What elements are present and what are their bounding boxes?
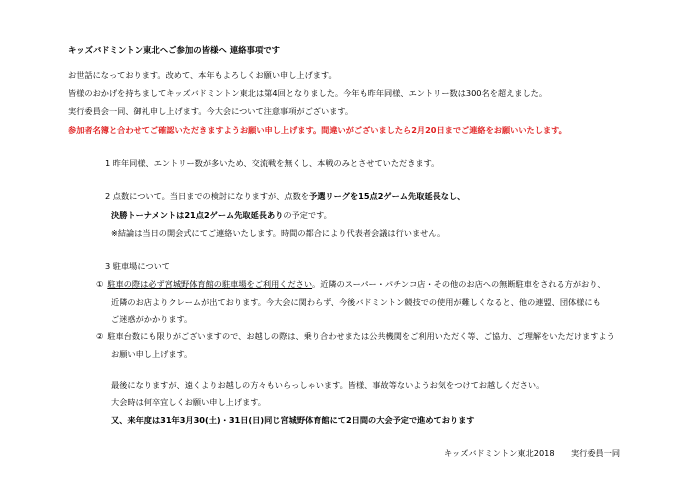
parking-rule-2-text: 駐車台数にも限りがございますので、お越しの際は、乗り合わせまたは公共機関をご利用いただく等、ご協力、ご理解をいただけますよう bbox=[107, 331, 615, 341]
next-year-notice: 又、来年度は31年3月30(土)・31日(日)同じ宮城野体育館にて2日間の大会予定で進めております bbox=[111, 415, 475, 425]
signature: キッズバドミントン東北2018 実行委員一同 bbox=[444, 448, 621, 458]
item-2-text: 2 点数について。当日までの検討になりますが、点数を bbox=[105, 191, 309, 201]
closing-line-1: 最後になりますが、遠くよりお越しの方々もいらっしゃいます。皆様、事故等ないようお気をつけてお越しください。 bbox=[111, 380, 545, 390]
parking-rule-1-line-3: ご迷惑がかかります。 bbox=[111, 314, 193, 324]
parking-rule-1 bbox=[96, 278, 606, 290]
intro-line-1: お世話になっております。改めて、本年もよろしくお願い申し上げます。 bbox=[68, 70, 337, 80]
document-title: キッズバドミントン東北へご参加の皆様へ 連絡事項です bbox=[68, 45, 280, 55]
parking-rule-emphasis: 駐車の際は必ず宮城野体育館の駐車場をご利用ください bbox=[107, 279, 313, 289]
item-2-line-1 bbox=[105, 190, 465, 202]
item-3-heading: 3 駐車場について bbox=[105, 261, 170, 271]
item-2-line-2 bbox=[111, 209, 332, 221]
circled-two-marker: ② bbox=[96, 331, 104, 341]
parking-rule-2 bbox=[96, 330, 615, 342]
parking-rule-1-line-2: 近隣のお店よりクレームが出ております。今大会に関わらず、今後バドミントン競技での使用が難しくなると、他の連盟、団体様にも bbox=[111, 297, 601, 307]
circled-one-marker: ① bbox=[96, 279, 104, 289]
intro-line-2: 皆様のおかげを持ちましてキッズバドミントン東北は第4回となりました。今年も昨年同様、エントリー数は300名を超えました。 bbox=[68, 88, 548, 98]
item-2-final-rule: 決勝トーナメントは21点2ゲーム先取延長あり bbox=[111, 210, 284, 220]
item-2-note: ※結論は当日の開会式にてご連絡いたします。時間の都合により代表者会議は行いません。 bbox=[111, 228, 446, 238]
deadline-notice: 参加者名簿と合わせてご確認いただきますようお願い申し上げます。間違いがございましたら2月20日までご連絡をお願いいたします。 bbox=[68, 125, 567, 135]
item-2-preliminary-rule: 予選リーグを15点2ゲーム先取延長なし、 bbox=[309, 191, 466, 201]
parking-rule-2-line-2: お願い申し上げます。 bbox=[111, 349, 193, 359]
item-1: 1 昨年同様、エントリー数が多いため、交流戦を無くし、本戦のみとさせていただきます。 bbox=[105, 158, 440, 168]
parking-rule-1-text: 。近隣のスーパー・パチンコ店・その他のお店への無断駐車をされる方がおり、 bbox=[312, 279, 606, 289]
closing-line-2: 大会時は何卒宜しくお願い申し上げます。 bbox=[111, 397, 266, 407]
intro-line-3: 実行委員会一同、御礼申し上げます。今大会について注意事項がございます。 bbox=[68, 106, 354, 116]
item-2-text-tail: の予定です。 bbox=[283, 210, 332, 220]
